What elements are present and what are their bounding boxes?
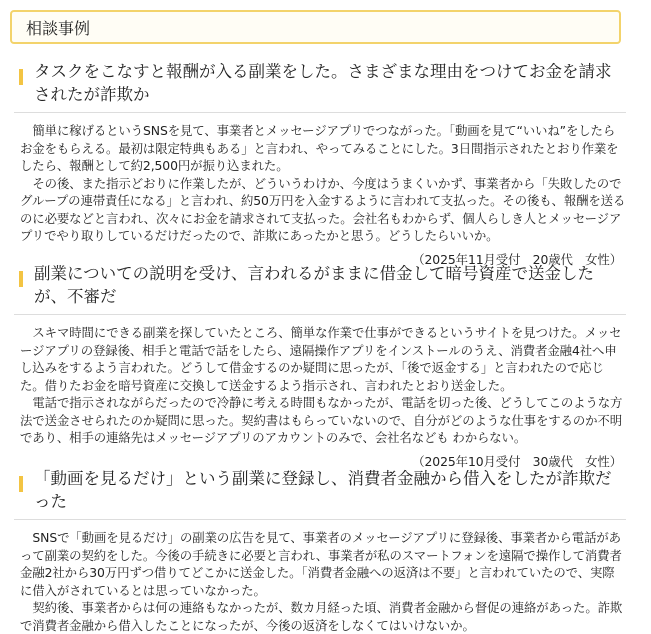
- case-body: [14, 324, 626, 470]
- case-1: [14, 60, 626, 268]
- case-paragraph: スキマ時間にできる副業を探していたところ、簡単な作業で仕事ができるというサイトを見つけた。メッセージアプリの登録後、相手と電話で話をしたら、遠隔操作アプリをインストールのうえ、消費者金融4社へ申し込みをするよう言われた。どうして借金するのか疑問に思ったが、「後で返金する」と言われたので応じた。借りたお金を暗号資産に交換して送金するよう指示され、言われたとおり送金した。: [20, 325, 622, 393]
- case-title-text: タスクをこなすと報酬が入る副業をした。さまざまな理由をつけてお金を請求されたが詐欺か: [34, 62, 612, 104]
- case-3: [14, 467, 626, 634]
- title-accent-bar: [19, 69, 23, 85]
- case-title-text: 副業についての説明を受け、言われるがままに借金して暗号資産で送金したが、不審だ: [34, 264, 595, 306]
- section-title: 相談事例: [26, 18, 91, 38]
- case-paragraph: その後、また指示どおりに作業したが、どういうわけか、今度はうまくいかず、事業者から「失敗したのでグループの連帯責任になる」と言われ、約50万円を入金するように言われて支払った。その後も、報酬を送るのに必要などと言われ、次々にお金を請求されて支払った。会社名もわからず、個人らしき人とメッセージアプリでやり取りしているだけだったので、詐欺にあったかと思う。どうしたらいいか。: [20, 175, 626, 243]
- case-meta: （2025年10月受付 30歳代 女性）: [412, 453, 622, 469]
- case-title: [14, 60, 626, 113]
- case-2: [14, 262, 626, 470]
- case-body: [14, 529, 626, 634]
- case-paragraph: 契約後、事業者からは何の連絡もなかったが、数カ月経った頃、消費者金融から督促の連絡があった。詐欺で消費者金融から借入したことになったが、今後の返済をしなくてはいけないか。: [20, 600, 623, 633]
- title-accent-bar: [19, 476, 23, 492]
- case-title: [14, 467, 626, 520]
- section-header: [10, 10, 621, 44]
- case-paragraph: 簡単に稼げるというSNSを見て、事業者とメッセージアプリでつながった。「動画を見て“いいね”をしたらお金をもらえる。最初は限定特典もある」と言われ、やってみることにした。3日間指示されたとおり作業をしたら、報酬として約2,500円が振り込まれた。: [20, 123, 619, 173]
- case-paragraph: 電話で指示されながらだったので冷静に考える時間もなかったが、電話を切った後、どうしてこのような方法で送金させられたのか疑問に思った。契約書はもらっていないので、自分がどのような仕事をするのか不明であり、相手の連絡先はメッセージアプリのアカウントのみで、会社名なども わからない。: [20, 395, 623, 445]
- case-title: [14, 262, 626, 315]
- case-title-text: 「動画を見るだけ」という副業に登録し、消費者金融から借入をしたが詐欺だった: [34, 469, 612, 511]
- case-paragraph: SNSで「動画を見るだけ」の副業の広告を見て、事業者のメッセージアプリに登録後、事業者から電話があって副業の契約をした。今後の手続きに必要と言われ、事業者が私のスマートフォンを遠隔で操作して消費者金融2社から30万円ずつ借りてどこかに送金した。「消費者金融への返済は不要」と言われていたので、実際に借入がされているとは思っていなかった。: [20, 530, 622, 598]
- case-body: [14, 122, 626, 268]
- title-accent-bar: [19, 271, 23, 287]
- case-meta: （2025年11月受付 20歳代 女性）: [412, 251, 622, 267]
